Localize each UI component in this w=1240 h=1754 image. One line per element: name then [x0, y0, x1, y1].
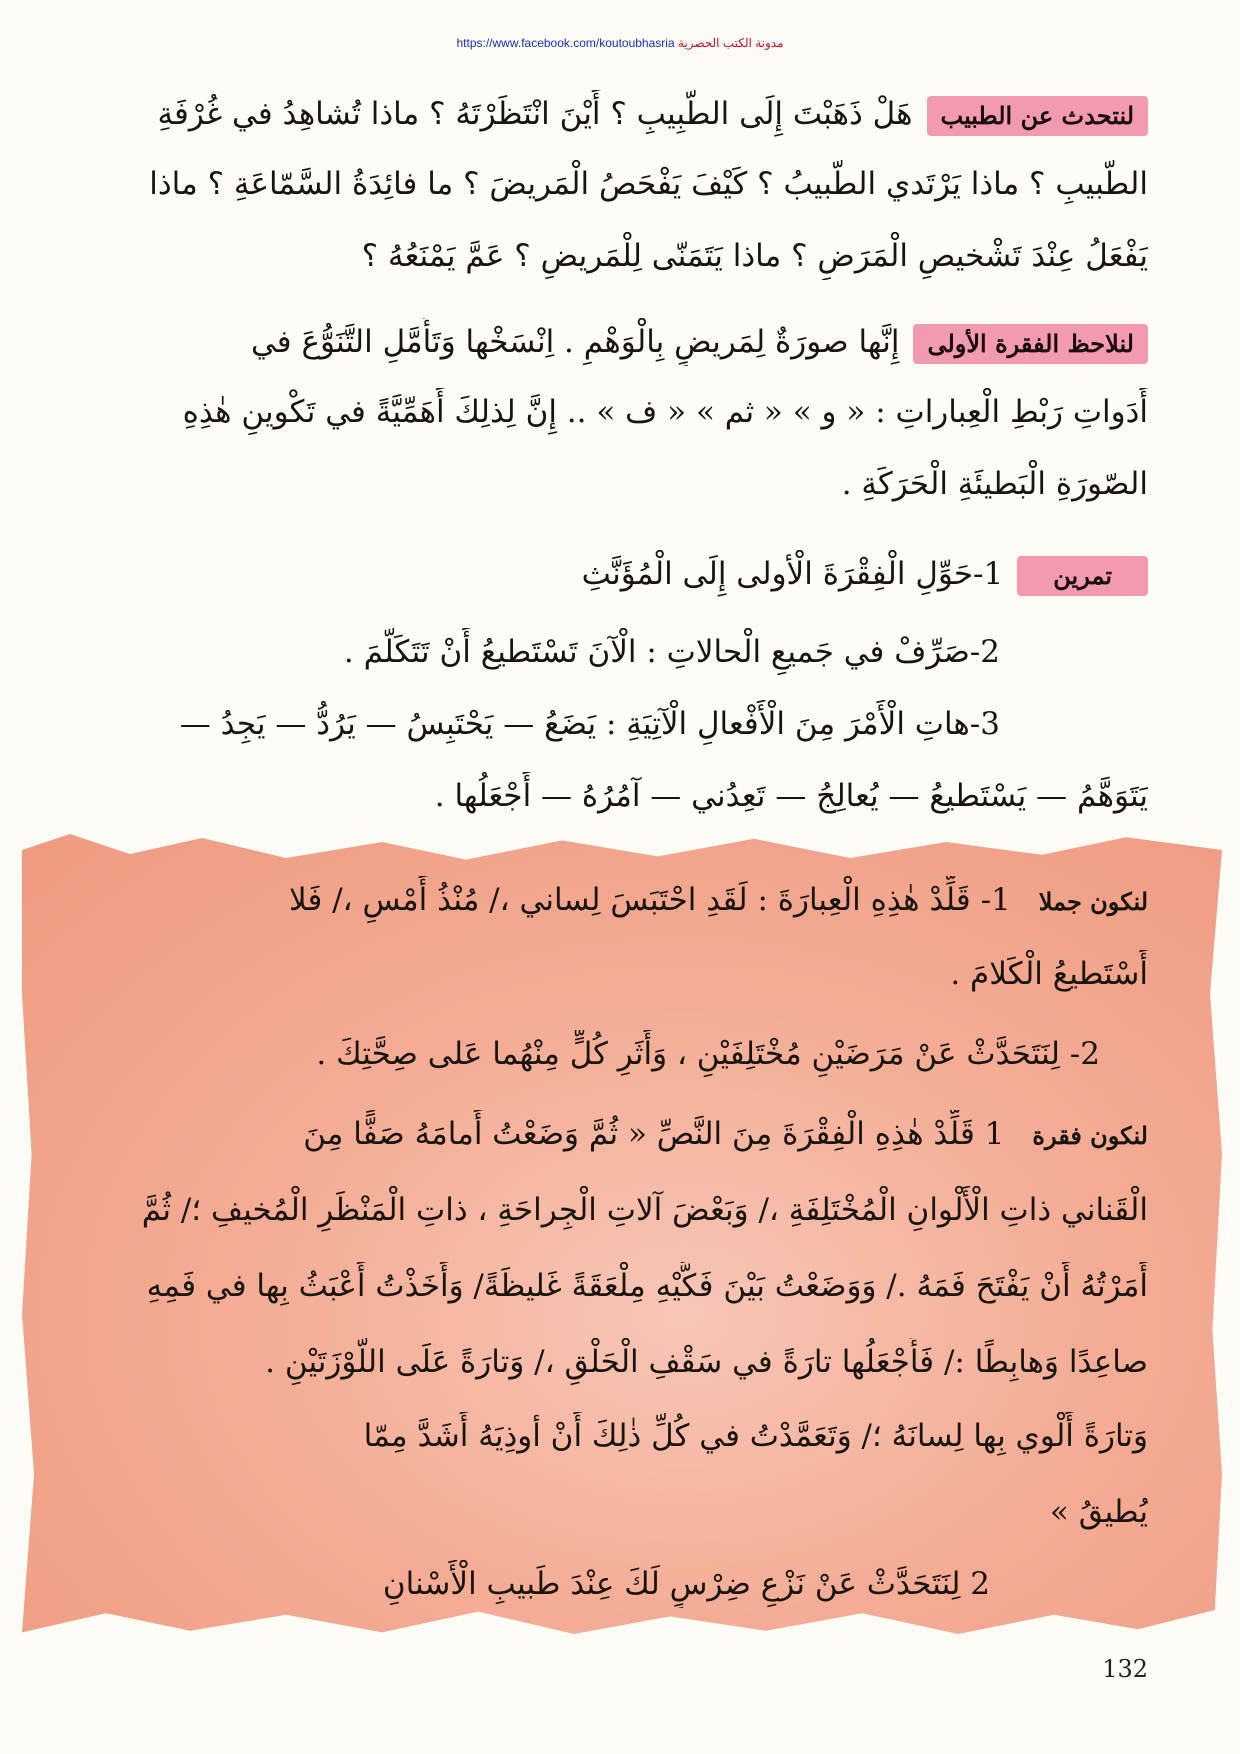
- talk-text-1: هَلْ ذَهَبْتَ إِلَى الطَّبِيبِ ؟ أَيْنَ انْتَظَرْتَهُ ؟ ماذا تُشاهِدُ في غُرْفَةِ: [157, 96, 913, 132]
- exercise-item-1: 1-حَوِّلِ الْفِقْرَةَ الْأولى إِلَى الْمُؤَنَّثِ: [581, 556, 1004, 592]
- paragraph-line-4: صاعِدًا وَهابِطًا :/ فَأَجْعَلُها تارَةً في سَقْفِ الْحَلْقِ ،/ وَتارَةً عَلَى اللَّوْزَتَيْنِ .: [265, 1344, 1148, 1380]
- paragraph-line-1: [60, 1110, 1148, 1160]
- paragraph-line-6: يُطيقُ »: [1049, 1494, 1148, 1530]
- header-url[interactable]: https://www.facebook.com/koutoubhasria: [456, 36, 675, 50]
- label-notice-paragraph: لنلاحظ الفقرة الأولى: [913, 324, 1148, 364]
- talk-line-1: [60, 90, 1148, 138]
- notice-line-1: [60, 318, 1148, 366]
- notice-text-1: إِنَّها صورَةٌ لِمَريضٍ بِالْوَهْمِ . اِنْسَخْها وَتَأَمَّلِ التَّنَوُّعَ في: [250, 324, 900, 360]
- notice-line-2: أَدَواتِ رَبْطِ الْعِباراتِ : « و » « ثم » « ف » .. إِنَّ لِذلِكَ أَهَمِّيَّةً في تَكْوينِ هٰذِهِ: [182, 394, 1148, 430]
- sentences-line-1: [60, 876, 1148, 926]
- label-make-sentences: لنكون جملا: [1038, 887, 1148, 916]
- sentences-line-2: أَسْتَطيعُ الْكَلامَ .: [950, 956, 1148, 992]
- paragraph-line-2: الْقَناني ذاتِ الْأَلْوانِ الْمُخْتَلِفَةِ ،/ وَبَعْضَ آلاتِ الْجِراحَةِ ، ذاتِ الْمَنْظَرِ الْمُخيفِ ؛/ ثُمَّ: [141, 1192, 1148, 1228]
- page-number: 132: [1102, 1655, 1148, 1683]
- exercise-item-3: 3-هاتِ الْأَمْرَ مِنَ الْأَفْعالِ الْآتِيَةِ : يَضَعُ — يَحْتَبِسُ — يَرُدُّ — يَجِدُ —: [179, 706, 1000, 742]
- sentences-line-3: 2- لِنَتَحَدَّثْ عَنْ مَرَضَيْنِ مُخْتَلِفَيْنِ ، وَأَثَرِ كُلٍّ مِنْهُما عَلى صِحَّتِكَ .: [316, 1036, 1100, 1072]
- paragraph-line-5: وَتارَةً أَلْوي بِها لِسانَهُ ؛/ وَتَعَمَّدْتُ في كُلِّ ذٰلِكَ أَنْ أوذِيَهُ أَشَدَّ مِمّا: [363, 1418, 1148, 1454]
- exercise-item-4: يَتَوَهَّمُ — يَسْتَطيعُ — يُعالِجُ — تَعِدُني — آمُرُهُ — أَجْعَلُها .: [434, 778, 1148, 814]
- notice-line-3: الصّورَةِ الْبَطيئَةِ الْحَرَكَةِ .: [841, 466, 1148, 502]
- paragraph-text-1: 1 قَلِّدْ هٰذِهِ الْفِقْرَةَ مِنَ النَّصِّ « ثُمَّ وَضَعْتُ أَمامَهُ صَفًّا مِنَ: [303, 1116, 1005, 1152]
- label-talk-doctor: لنتحدث عن الطبيب: [927, 96, 1149, 136]
- sentences-text-1: 1- قَلِّدْ هٰذِهِ الْعِبارَةَ : لَقَدِ احْتَبَسَ لِساني ،/ مُنْذُ أَمْسِ ،/ فَلا: [289, 882, 1011, 918]
- paragraph-line-3: أَمَرْتُهُ أَنْ يَفْتَحَ فَمَهُ ./ وَوَضَعْتُ بَيْنَ فَكَّيْهِ مِلْعَقَةً غَليظَةً/ وَأَخَذْتُ أَعْبَثُ بِها في فَمِهِ: [146, 1268, 1148, 1304]
- exercise-line-1: [60, 550, 1148, 598]
- paragraph-line-7: 2 لِنَتَحَدَّثْ عَنْ نَزْعِ ضِرْسٍ لَكَ عِنْدَ طَبيبِ الْأَسْنانِ: [382, 1566, 990, 1602]
- talk-line-2: الطَّبيبِ ؟ ماذا يَرْتَدي الطَّبيبُ ؟ كَيْفَ يَفْحَصُ الْمَريضَ ؟ ما فائِدَةُ السَّمّاعَةِ ؟ ماذا: [149, 166, 1148, 202]
- label-make-paragraph: لنكون فقرة: [1032, 1121, 1148, 1150]
- header-blog-name: مدونة الكتب الحصرية: [677, 36, 784, 50]
- header-source-link[interactable]: [0, 36, 1240, 50]
- label-exercise: تمرين: [1017, 556, 1148, 596]
- exercise-item-2: 2-صَرِّفْ في جَميعِ الْحالاتِ : الْآنَ تَسْتَطيعُ أَنْ تَتَكَلَّمَ .: [343, 634, 1000, 670]
- talk-line-3: يَفْعَلُ عِنْدَ تَشْخيصِ الْمَرَضِ ؟ ماذا يَتَمَنّى لِلْمَريضِ ؟ عَمَّ يَمْنَعُهُ ؟: [361, 238, 1148, 274]
